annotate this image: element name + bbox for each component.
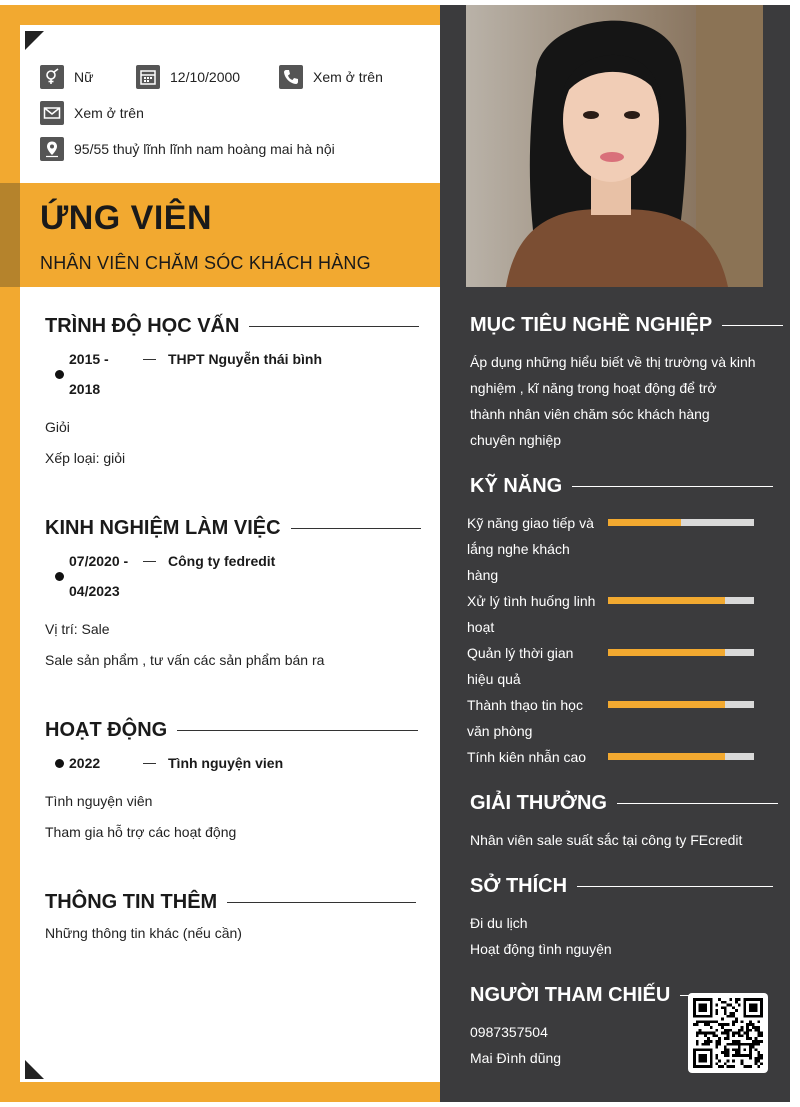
skill-label-line: hiệu quả bbox=[467, 671, 521, 687]
objective-line: nghiệm , kĩ năng trong hoạt động để trở bbox=[470, 380, 717, 396]
extra-title bbox=[45, 891, 416, 914]
skill-label bbox=[467, 588, 602, 640]
birthday-value: 12/10/2000 bbox=[170, 69, 241, 85]
skill-bar bbox=[608, 701, 754, 708]
contact-phone bbox=[279, 65, 383, 89]
name-banner bbox=[0, 183, 440, 287]
skill-bar bbox=[608, 753, 754, 760]
education-dash bbox=[143, 359, 156, 360]
activities-bullet bbox=[55, 759, 64, 768]
education-bullet bbox=[55, 370, 64, 379]
calendar-icon bbox=[136, 65, 160, 89]
activities-line2: Tham gia hỗ trợ các hoạt động bbox=[45, 824, 237, 840]
phone-icon bbox=[279, 65, 303, 89]
extra-line1: Những thông tin khác (nếu cần) bbox=[45, 925, 242, 941]
activities-dash bbox=[143, 763, 156, 764]
skills-title-line bbox=[572, 486, 773, 487]
skill-label-line: lắng nghe khách bbox=[467, 541, 570, 557]
education-title-line bbox=[249, 326, 419, 327]
hobbies-title bbox=[470, 875, 773, 898]
skills-title bbox=[470, 475, 773, 498]
awards-title-text: GIẢI THƯỞNG bbox=[470, 792, 607, 814]
objective-title-text: MỤC TIÊU NGHỀ NGHIỆP bbox=[470, 314, 713, 336]
skill-label-line: Quản lý thời gian bbox=[467, 645, 574, 661]
candidate-photo bbox=[466, 5, 763, 287]
skill-bar bbox=[608, 649, 754, 656]
skill-bar-fill bbox=[608, 519, 681, 526]
skill-label bbox=[467, 744, 602, 770]
reference-phone: 0987357504 bbox=[470, 1024, 548, 1040]
phone-value: Xem ở trên bbox=[313, 69, 383, 85]
skill-bar-fill bbox=[608, 753, 725, 760]
extra-title-text: THÔNG TIN THÊM bbox=[45, 891, 218, 913]
hobbies-text bbox=[470, 910, 612, 962]
experience-dash bbox=[143, 561, 156, 562]
education-time-end: 2018 bbox=[69, 381, 101, 397]
references-title-text: NGƯỜI THAM CHIẾU bbox=[470, 984, 671, 1006]
hobbies-title-text: SỞ THÍCH bbox=[470, 875, 568, 897]
objective-line: chuyên nghiệp bbox=[470, 432, 562, 448]
experience-company: Công ty fedredit bbox=[168, 553, 276, 569]
banner-tab bbox=[0, 183, 20, 287]
experience-line1: Vị trí: Sale bbox=[45, 621, 110, 637]
contact-gender bbox=[40, 65, 93, 89]
skill-label bbox=[467, 640, 602, 692]
activities-title bbox=[45, 719, 418, 742]
objective-line: Áp dụng những hiểu biết về thị trường và kinh bbox=[470, 354, 756, 370]
education-time-start: 2015 - bbox=[69, 351, 109, 367]
hobbies-title-line bbox=[577, 886, 773, 887]
candidate-name: ỨNG VIÊN bbox=[40, 199, 213, 237]
education-title bbox=[45, 315, 419, 338]
experience-time-end: 04/2023 bbox=[69, 583, 120, 599]
skill-label bbox=[467, 692, 602, 744]
awards-title bbox=[470, 792, 778, 815]
skill-label bbox=[467, 510, 602, 588]
email-value: Xem ở trên bbox=[74, 105, 144, 121]
activities-org: Tình nguyện vien bbox=[168, 755, 284, 771]
skill-label-line: văn phòng bbox=[467, 723, 533, 739]
experience-time-start: 07/2020 - bbox=[69, 553, 129, 569]
skill-label-line: Xử lý tình huống linh bbox=[467, 593, 596, 609]
education-line1: Giỏi bbox=[45, 419, 70, 435]
references-text bbox=[470, 1019, 561, 1071]
education-time bbox=[69, 344, 109, 404]
skill-bar-fill bbox=[608, 597, 725, 604]
experience-title-text: KINH NGHIỆM LÀM VIỆC bbox=[45, 517, 281, 539]
qr-code-icon bbox=[688, 993, 768, 1073]
extra-title-line bbox=[227, 902, 416, 903]
gender-icon bbox=[40, 65, 64, 89]
objective-text bbox=[470, 349, 756, 453]
hobby-item: Đi du lịch bbox=[470, 915, 528, 931]
activities-line1: Tình nguyện viên bbox=[45, 793, 153, 809]
education-school: THPT Nguyễn thái bình bbox=[168, 351, 322, 367]
skill-label-line: hàng bbox=[467, 567, 499, 583]
address-value: 95/55 thuỷ lĩnh lĩnh nam hoàng mai hà nội bbox=[74, 141, 335, 157]
references-title bbox=[470, 984, 700, 1007]
skill-bar bbox=[608, 519, 754, 526]
skill-label-line: Tính kiên nhẫn cao bbox=[467, 749, 587, 765]
location-icon bbox=[40, 137, 64, 161]
activities-time: 2022 bbox=[69, 755, 101, 771]
corner-decoration-bottom bbox=[25, 1060, 44, 1079]
education-line2: Xếp loại: giỏi bbox=[45, 450, 126, 466]
skill-label-line: Thành thạo tin học bbox=[467, 697, 583, 713]
activities-title-text: HOẠT ĐỘNG bbox=[45, 719, 168, 741]
skills-title-text: KỸ NĂNG bbox=[470, 475, 563, 497]
skill-label-line: Kỹ năng giao tiếp và bbox=[467, 515, 594, 531]
experience-title bbox=[45, 517, 421, 540]
contact-address bbox=[40, 137, 335, 161]
objective-line: thành nhân viên chăm sóc khách hàng bbox=[470, 406, 710, 422]
experience-title-line bbox=[291, 528, 421, 529]
candidate-position: NHÂN VIÊN CHĂM SÓC KHÁCH HÀNG bbox=[40, 253, 371, 273]
experience-bullet bbox=[55, 572, 64, 581]
contact-email bbox=[40, 101, 144, 125]
mail-icon bbox=[40, 101, 64, 125]
objective-title bbox=[470, 314, 783, 337]
corner-decoration-top bbox=[25, 31, 44, 50]
skill-bar bbox=[608, 597, 754, 604]
experience-time bbox=[69, 546, 128, 606]
activities-title-line bbox=[177, 730, 418, 731]
education-title-text: TRÌNH ĐỘ HỌC VẤN bbox=[45, 315, 240, 337]
reference-name: Mai Đình dũng bbox=[470, 1050, 562, 1066]
hobby-item: Hoạt động tình nguyện bbox=[470, 941, 612, 957]
experience-line2: Sale sản phẩm , tư vấn các sản phẩm bán ra bbox=[45, 652, 325, 668]
skill-bar-fill bbox=[608, 649, 725, 656]
objective-title-line bbox=[722, 325, 783, 326]
awards-title-line bbox=[617, 803, 778, 804]
awards-line1: Nhân viên sale suất sắc tại công ty FEcredit bbox=[470, 832, 743, 848]
skill-label-line: hoạt bbox=[467, 619, 495, 635]
skill-bar-fill bbox=[608, 701, 725, 708]
gender-value: Nữ bbox=[74, 69, 94, 85]
contact-birthday bbox=[136, 65, 240, 89]
